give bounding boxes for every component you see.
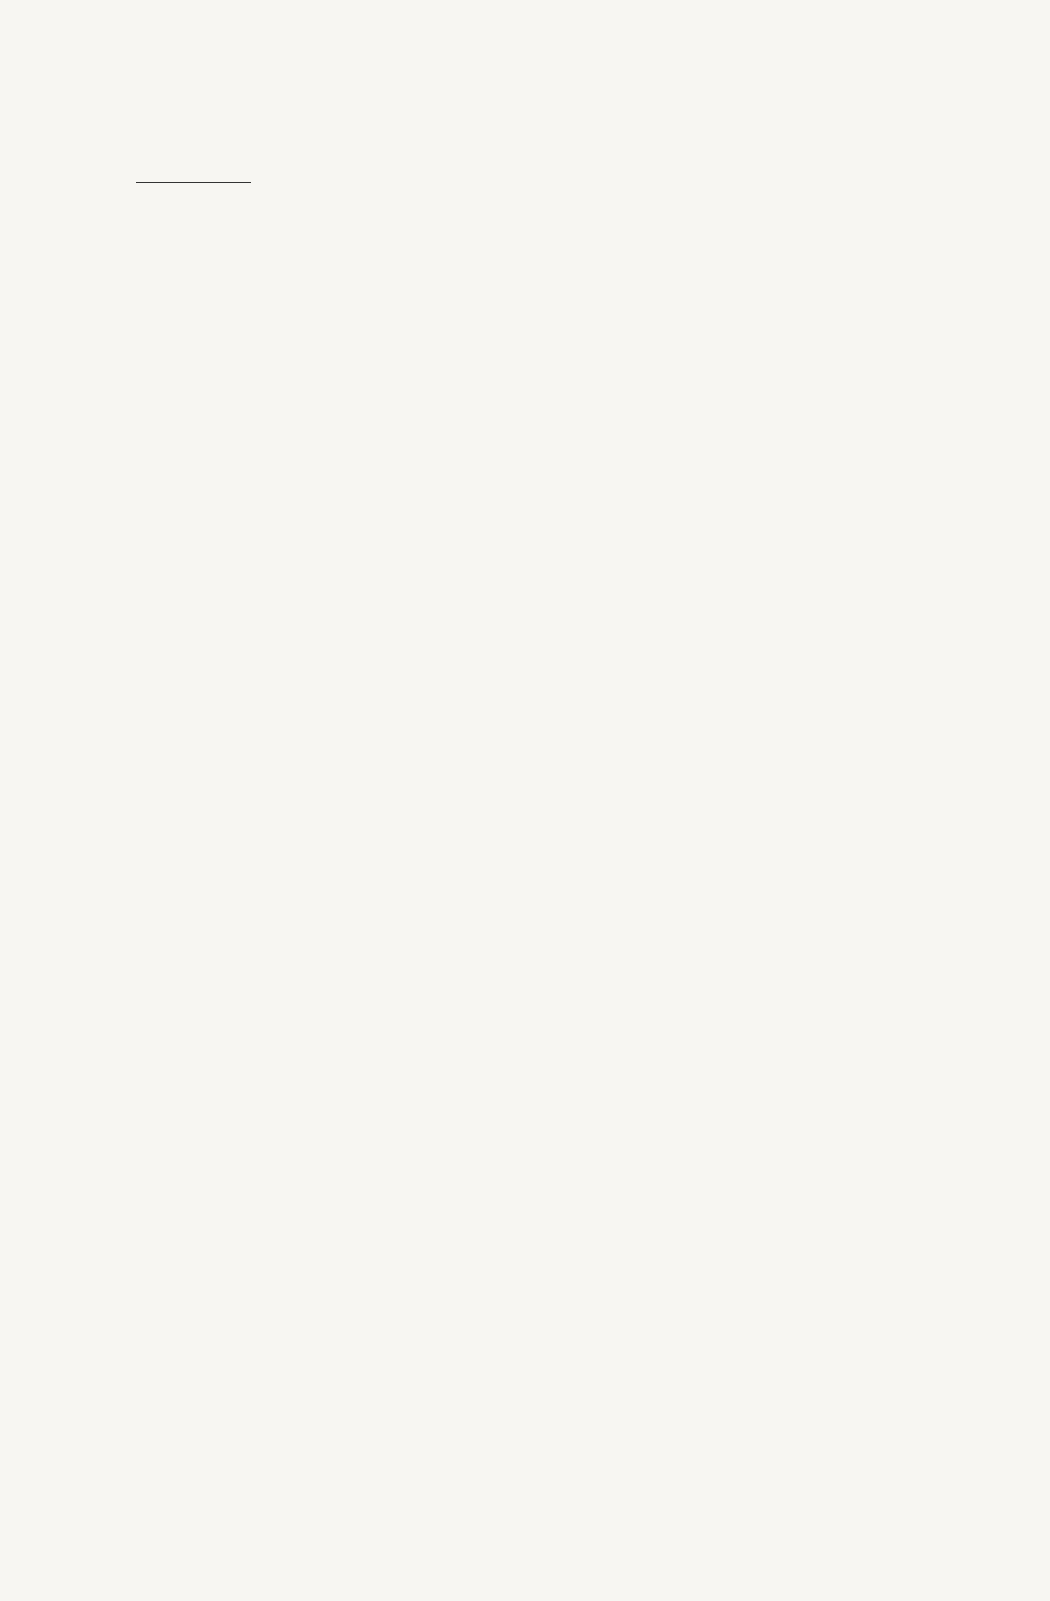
footnote-divider: [136, 182, 251, 183]
main-text: [136, 148, 898, 197]
